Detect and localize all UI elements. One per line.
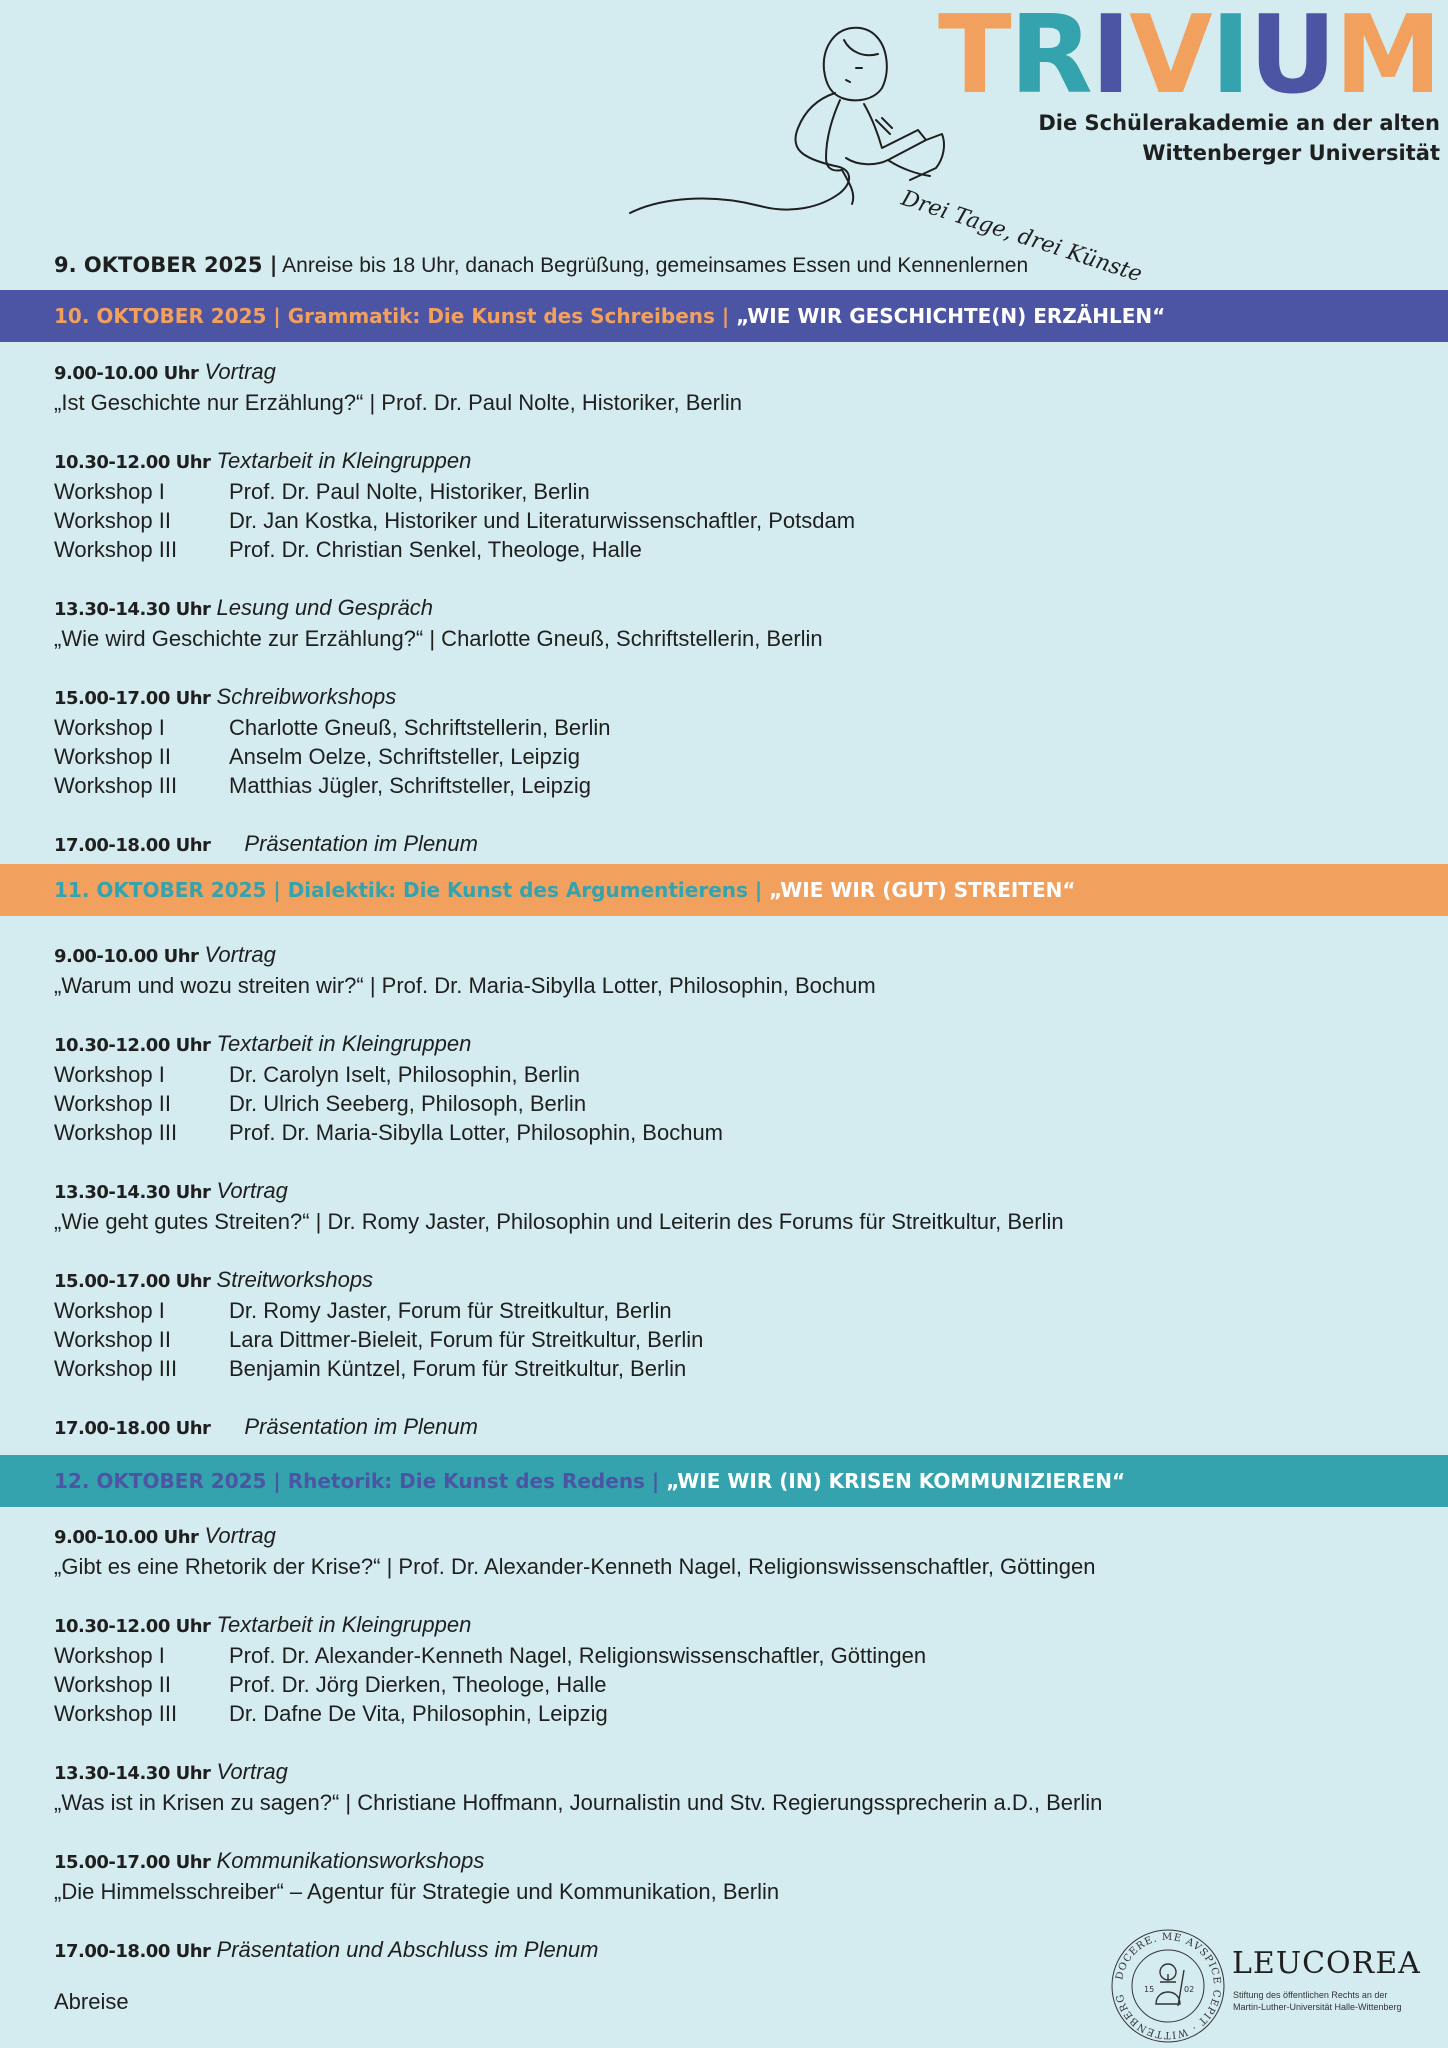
band-date: 11. OKTOBER 2025 | Dialektik: Die Kunst des Argumentierens | xyxy=(54,878,763,902)
session-time: 10.30-12.00 Uhr xyxy=(54,452,211,473)
session-description: „Wie geht gutes Streiten?“ | Dr. Romy Jaster, Philosophin und Leiterin des Forums für Streitkultur, Berlin xyxy=(54,1209,1064,1234)
session-type: Textarbeit in Kleingruppen xyxy=(216,448,472,473)
workshop-leader: Lara Dittmer-Bieleit, Forum für Streitkultur, Berlin xyxy=(229,1327,704,1352)
workshop-leader: Prof. Dr. Christian Senkel, Theologe, Halle xyxy=(229,537,642,562)
session-time: 15.00-17.00 Uhr xyxy=(54,1271,211,1292)
arrival-text: Anreise bis 18 Uhr, danach Begrüßung, gemeinsames Essen und Kennenlernen xyxy=(282,254,1029,277)
session-time: 17.00-18.00 Uhr xyxy=(54,1418,211,1439)
session xyxy=(54,1757,1434,1817)
workshop-label: Workshop II xyxy=(54,1672,171,1697)
session-time: 17.00-18.00 Uhr xyxy=(54,835,211,856)
session-type: Vortrag xyxy=(204,942,276,967)
logo-letter: R xyxy=(1009,0,1091,118)
session-type: Vortrag xyxy=(204,359,276,384)
day-program-10-oktober xyxy=(54,357,1434,860)
session-type: Präsentation und Abschluss im Plenum xyxy=(216,1937,599,1962)
workshop-leader: Dr. Dafne De Vita, Philosophin, Leipzig xyxy=(229,1701,608,1726)
session xyxy=(54,1521,1434,1581)
session-time: 9.00-10.00 Uhr xyxy=(54,1527,199,1548)
logo-letter: U xyxy=(1248,0,1335,118)
workshop-leader: Dr. Jan Kostka, Historiker und Literaturwissenschaftler, Potsdam xyxy=(229,508,856,533)
workshop-row xyxy=(54,1641,1434,1670)
workshop-label: Workshop I xyxy=(54,1298,165,1323)
day-band-11-oktober xyxy=(0,864,1448,916)
leucorea-seal-icon xyxy=(1108,1926,1228,2046)
session-type: Präsentation im Plenum xyxy=(244,1414,478,1439)
band-subtitle: „WIE WIR (GUT) STREITEN“ xyxy=(769,878,1076,902)
workshop-label: Workshop I xyxy=(54,1062,165,1087)
seal-year-right: 02 xyxy=(1184,1985,1195,1994)
logo-letter: I xyxy=(1210,0,1249,118)
workshop-label: Workshop III xyxy=(54,1701,178,1726)
session-description: „Was ist in Krisen zu sagen?“ | Christiane Hoffmann, Journalistin und Stv. Regierungssprecherin a.D., Berlin xyxy=(54,1790,1103,1815)
workshop-label: Workshop II xyxy=(54,1327,171,1352)
handwritten-tagline: Drei Tage, drei Künste xyxy=(898,185,1146,288)
session xyxy=(54,446,1434,564)
band-date: 12. OKTOBER 2025 | Rhetorik: Die Kunst des Redens | xyxy=(54,1469,660,1493)
session xyxy=(54,1610,1434,1728)
workshop-label: Workshop III xyxy=(54,1356,178,1381)
workshop-label: Workshop III xyxy=(54,537,178,562)
session-time: 13.30-14.30 Uhr xyxy=(54,1763,211,1784)
logo-letter: I xyxy=(1090,0,1130,118)
workshop-row xyxy=(54,506,1434,535)
session-description: „Gibt es eine Rhetorik der Krise?“ | Prof. Dr. Alexander-Kenneth Nagel, Religionswissenschaftler, Göttingen xyxy=(54,1554,1096,1579)
workshop-label: Workshop I xyxy=(54,479,165,504)
session-description: „Die Himmelsschreiber“ – Agentur für Strategie und Kommunikation, Berlin xyxy=(54,1879,780,1904)
session-type: Präsentation im Plenum xyxy=(244,831,478,856)
workshop-label: Workshop I xyxy=(54,1643,165,1668)
session-type: Lesung und Gespräch xyxy=(216,595,434,620)
session xyxy=(54,357,1434,417)
session-time: 9.00-10.00 Uhr xyxy=(54,946,199,967)
logo-letter: V xyxy=(1129,0,1211,118)
session-type: Vortrag xyxy=(216,1759,288,1784)
arrival-date: 9. OKTOBER 2025 | xyxy=(54,253,278,277)
workshop-row xyxy=(54,535,1434,564)
session-type: Streitworkshops xyxy=(216,1267,374,1292)
session-type: Vortrag xyxy=(216,1178,288,1203)
workshop-row xyxy=(54,1325,1434,1354)
workshop-row xyxy=(54,1670,1434,1699)
day-band-12-oktober xyxy=(0,1455,1448,1507)
workshop-row xyxy=(54,713,1434,742)
session-description: „Wie wird Geschichte zur Erzählung?“ | Charlotte Gneuß, Schriftstellerin, Berlin xyxy=(54,626,823,651)
leucorea-subtitle-line: Stiftung des öffentlichen Rechts an der xyxy=(1233,1990,1388,2000)
session xyxy=(54,593,1434,653)
workshop-row xyxy=(54,1118,1434,1147)
workshop-row xyxy=(54,1296,1434,1325)
workshop-label: Workshop III xyxy=(54,773,178,798)
workshop-leader: Prof. Dr. Jörg Dierken, Theologe, Halle xyxy=(229,1672,607,1697)
workshop-row xyxy=(54,742,1434,771)
day-program-11-oktober xyxy=(54,940,1434,1443)
logo-letter: T xyxy=(938,0,1010,118)
session xyxy=(54,1176,1434,1236)
session-time: 15.00-17.00 Uhr xyxy=(54,688,211,709)
arrival-line xyxy=(54,250,1028,281)
session-type: Textarbeit in Kleingruppen xyxy=(216,1612,472,1637)
session-type: Kommunikationsworkshops xyxy=(216,1848,485,1873)
session-time: 13.30-14.30 Uhr xyxy=(54,599,211,620)
workshop-label: Workshop II xyxy=(54,1091,171,1116)
leucorea-subtitle xyxy=(1233,1989,1402,2013)
session-type: Schreibworkshops xyxy=(216,684,397,709)
workshop-row xyxy=(54,477,1434,506)
workshop-row xyxy=(54,1060,1434,1089)
workshop-leader: Prof. Dr. Alexander-Kenneth Nagel, Religionswissenschaftler, Göttingen xyxy=(229,1643,927,1668)
workshop-label: Workshop II xyxy=(54,508,171,533)
workshop-label: Workshop III xyxy=(54,1120,178,1145)
session-time: 17.00-18.00 Uhr xyxy=(54,1941,211,1962)
band-date: 10. OKTOBER 2025 | Grammatik: Die Kunst des Schreibens | xyxy=(54,304,730,328)
band-subtitle: „WIE WIR GESCHICHTE(N) ERZÄHLEN“ xyxy=(736,304,1166,328)
session-time: 10.30-12.00 Uhr xyxy=(54,1616,211,1637)
departure-note: Abreise xyxy=(54,1989,129,2014)
workshop-leader: Prof. Dr. Maria-Sibylla Lotter, Philosophin, Bochum xyxy=(229,1120,724,1145)
trivium-logo xyxy=(938,0,1440,118)
workshop-row xyxy=(54,1354,1434,1383)
workshop-leader: Prof. Dr. Paul Nolte, Historiker, Berlin xyxy=(229,479,590,504)
session xyxy=(54,1846,1434,1906)
session-type: Vortrag xyxy=(204,1523,276,1548)
day-program-12-oktober xyxy=(54,1521,1434,1966)
workshop-row xyxy=(54,1699,1434,1728)
workshop-leader: Benjamin Küntzel, Forum für Streitkultur, Berlin xyxy=(229,1356,687,1381)
closing-session xyxy=(54,1412,1434,1443)
session xyxy=(54,1029,1434,1147)
session xyxy=(54,1265,1434,1383)
day-band-10-oktober xyxy=(0,290,1448,342)
session-time: 10.30-12.00 Uhr xyxy=(54,1035,211,1056)
band-subtitle: „WIE WIR (IN) KRISEN KOMMUNIZIEREN“ xyxy=(666,1469,1126,1493)
workshop-leader: Dr. Ulrich Seeberg, Philosoph, Berlin xyxy=(229,1091,587,1116)
workshop-leader: Dr. Romy Jaster, Forum für Streitkultur, Berlin xyxy=(229,1298,672,1323)
session-type: Textarbeit in Kleingruppen xyxy=(216,1031,472,1056)
workshop-label: Workshop II xyxy=(54,744,171,769)
workshop-row xyxy=(54,1089,1434,1118)
seal-year-left: 15 xyxy=(1144,1985,1155,1994)
session-time: 9.00-10.00 Uhr xyxy=(54,363,199,384)
workshop-leader: Dr. Carolyn Iselt, Philosophin, Berlin xyxy=(229,1062,580,1087)
closing-session xyxy=(54,829,1434,860)
session-time: 15.00-17.00 Uhr xyxy=(54,1852,211,1873)
workshop-leader: Anselm Oelze, Schriftsteller, Leipzig xyxy=(229,744,580,769)
session-description: „Warum und wozu streiten wir?“ | Prof. Dr. Maria-Sibylla Lotter, Philosophin, Bochum xyxy=(54,973,876,998)
leucorea-name: LEUCOREA xyxy=(1232,1946,1421,1981)
logo-letter: M xyxy=(1334,0,1440,118)
workshop-label: Workshop I xyxy=(54,715,165,740)
tagline-line: Wittenberger Universität xyxy=(1142,141,1440,165)
workshop-leader: Charlotte Gneuß, Schriftstellerin, Berlin xyxy=(229,715,611,740)
workshop-row xyxy=(54,771,1434,800)
session-time: 13.30-14.30 Uhr xyxy=(54,1182,211,1203)
seal-inscription: DOCERE. ME AVSPICE CEPIT · WITTENBERG xyxy=(1114,1931,1223,2041)
academy-tagline xyxy=(1038,108,1440,168)
tagline-line: Die Schülerakademie an der alten xyxy=(1038,111,1440,135)
session xyxy=(54,682,1434,800)
workshop-leader: Matthias Jügler, Schriftsteller, Leipzig xyxy=(229,773,591,798)
svg-text:DOCERE. ME AVSPICE CEPIT · WIT xyxy=(1114,1932,1222,2040)
session xyxy=(54,940,1434,1000)
session-description: „Ist Geschichte nur Erzählung?“ | Prof. Dr. Paul Nolte, Historiker, Berlin xyxy=(54,390,742,415)
leucorea-subtitle-line: Martin-Luther-Universität Halle-Wittenberg xyxy=(1233,2002,1402,2012)
